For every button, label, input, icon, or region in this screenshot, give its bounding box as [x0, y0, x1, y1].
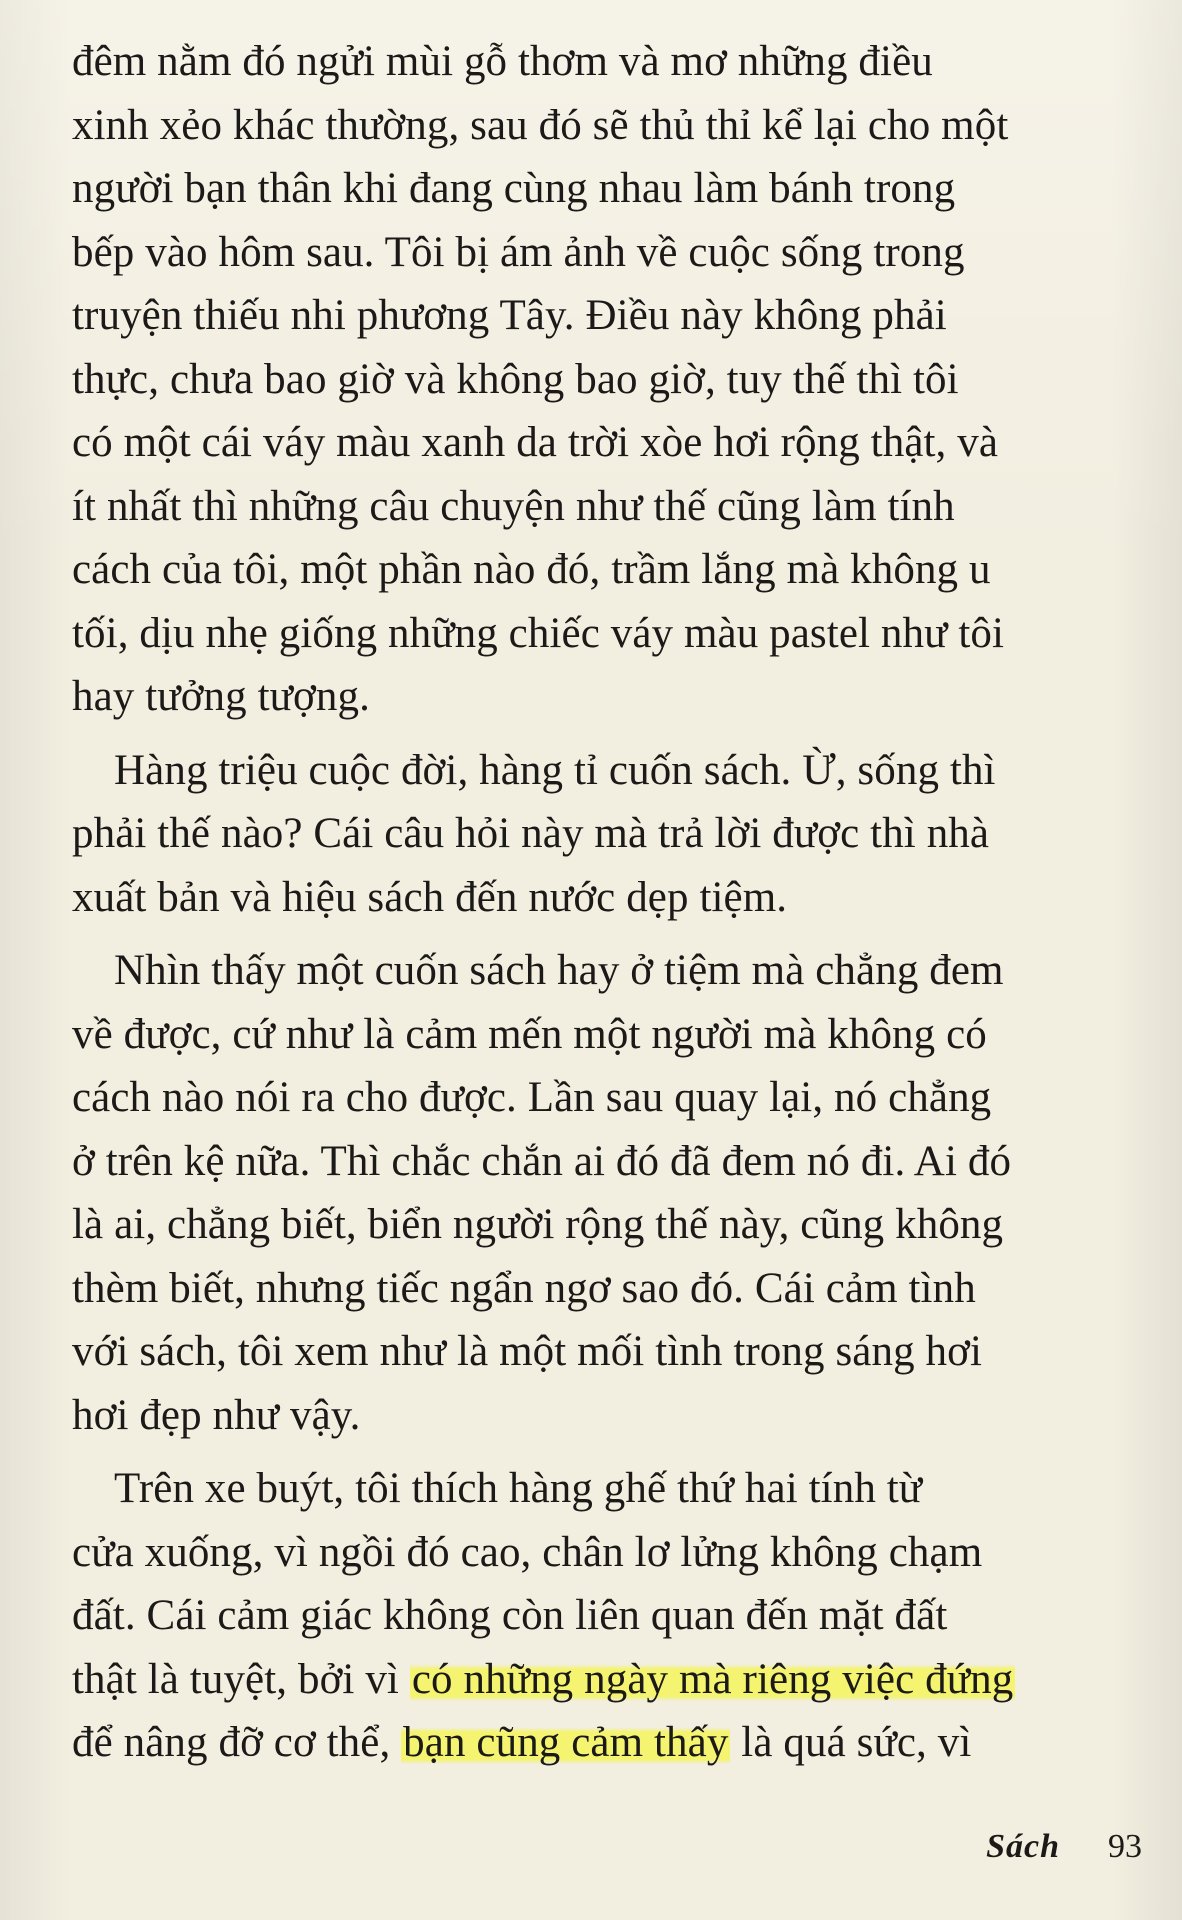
paragraph-1	[72, 30, 1072, 729]
text-line: phải thế nào? Cái câu hỏi này mà trả lời được thì nhà	[72, 810, 990, 857]
text-segment: là quá sức, vì	[730, 1719, 972, 1766]
text-line: truyện thiếu nhi phương Tây. Điều này không phải	[72, 292, 947, 339]
text-line: người bạn thân khi đang cùng nhau làm bánh trong	[72, 165, 956, 212]
text-line: đêm nằm đó ngửi mùi gỗ thơm và mơ những điều	[72, 38, 933, 85]
text-line: là ai, chẳng biết, biển người rộng thế này, cũng không	[72, 1201, 1004, 1248]
text-line: hơi đẹp như vậy.	[72, 1391, 361, 1439]
text-line: đất. Cái cảm giác không còn liên quan đến mặt đất	[72, 1592, 948, 1639]
text-line: Trên xe buýt, tôi thích hàng ghế thứ hai tính từ	[114, 1465, 923, 1512]
paragraph-2	[72, 739, 1072, 930]
text-line: cách nào nói ra cho được. Lần sau quay lại, nó chẳng	[72, 1074, 992, 1121]
highlighted-text: có những ngày mà riêng việc đứng	[411, 1655, 1014, 1703]
text-line	[72, 1711, 1072, 1775]
text-segment: thật là tuyệt, bởi vì	[72, 1655, 410, 1703]
text-line: Hàng triệu cuộc đời, hàng tỉ cuốn sách. Ừ, sống thì	[114, 746, 996, 794]
page-number: 93	[1108, 1828, 1142, 1865]
body-text	[72, 30, 1072, 1775]
highlighted-text: bạn cũng cảm thấy	[403, 1719, 729, 1766]
text-line: bếp vào hôm sau. Tôi bị ám ảnh về cuộc sống trong	[72, 228, 965, 276]
text-line: thực, chưa bao giờ và không bao giờ, tuy thế thì tôi	[72, 355, 959, 403]
text-line: về được, cứ như là cảm mến một người mà không có	[72, 1010, 987, 1058]
text-line: ở trên kệ nữa. Thì chắc chắn ai đó đã đem nó đi. Ai đó	[72, 1137, 1012, 1185]
page-footer	[986, 1828, 1142, 1866]
text-line: tối, dịu nhẹ giống những chiếc váy màu pastel như tôi	[72, 609, 1005, 657]
text-line: với sách, tôi xem như là một mối tình trong sáng hơi	[72, 1328, 983, 1375]
text-segment: để nâng đỡ cơ thể,	[72, 1719, 402, 1766]
text-line: cửa xuống, vì ngồi đó cao, chân lơ lửng không chạm	[72, 1528, 983, 1576]
text-line: cách của tôi, một phần nào đó, trầm lắng mà không u	[72, 546, 991, 593]
text-line	[72, 1648, 1072, 1712]
text-line: thèm biết, nhưng tiếc ngẩn ngơ sao đó. Cái cảm tình	[72, 1264, 976, 1312]
text-line: xuất bản và hiệu sách đến nước dẹp tiệm.	[72, 873, 788, 921]
text-line: Nhìn thấy một cuốn sách hay ở tiệm mà chẳng đem	[114, 947, 1004, 994]
text-line: ít nhất thì những câu chuyện như thế cũng làm tính	[72, 482, 955, 530]
running-section-title: Sách	[986, 1828, 1060, 1865]
text-line: hay tưởng tượng.	[72, 673, 370, 720]
paragraph-3	[72, 939, 1072, 1447]
text-line: có một cái váy màu xanh da trời xòe hơi rộng thật, và	[72, 419, 999, 466]
text-line: xinh xẻo khác thường, sau đó sẽ thủ thỉ kể lại cho một	[72, 101, 1009, 149]
paragraph-4	[72, 1457, 1072, 1775]
